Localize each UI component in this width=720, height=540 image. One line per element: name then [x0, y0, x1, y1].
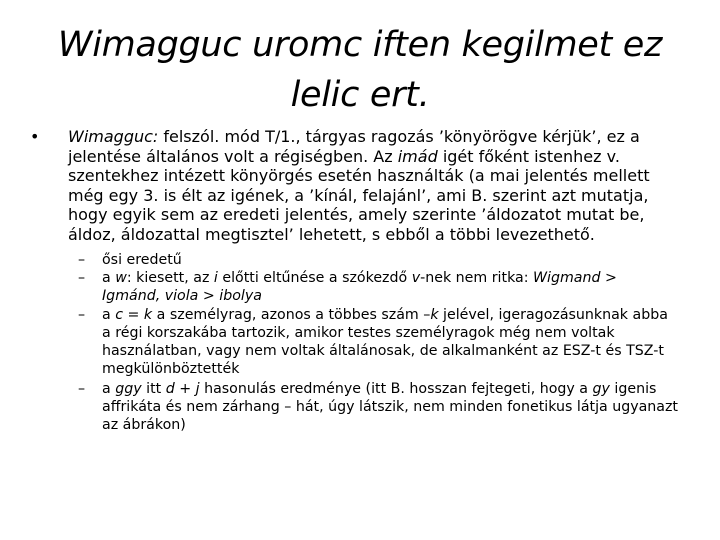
- italic-run: ggy: [115, 381, 142, 397]
- italic-run: d + j: [165, 381, 200, 397]
- dash-icon: –: [78, 270, 86, 286]
- bullet-text-part-2: igét főként istenhez v. szentekhez intézett könyörgés esetén használták (a mai jelentés mellett még egy 3. is élt az igének, a ’kínál, felajánl’, ami B. szerint azt mutatja, hogy egyik sem az eredeti jelentés, amely szerinte ’áldozatot mutat be, áldoz, áldozattal megtisztel’ lehetett, s ebből a többi levezethető.: [68, 146, 650, 244]
- sub-bullet-4: [78, 380, 678, 434]
- text-run: -nek nem ritka:: [420, 270, 534, 286]
- sub-bullet-1: [78, 251, 678, 269]
- bullet-icon: •: [30, 127, 40, 146]
- sub-bullet-2: [78, 269, 678, 305]
- text-run: a személyrag, azonos a többes szám –: [152, 307, 431, 323]
- sub-bullet-3-text: [102, 306, 678, 378]
- main-bullet: [30, 127, 690, 244]
- text-run: előtti eltűnése a szókezdő: [217, 270, 412, 286]
- dash-icon: –: [78, 307, 86, 323]
- italic-run: Wigmand > Igmánd, viola > ibolya: [102, 270, 617, 304]
- main-bullet-text: [68, 127, 690, 244]
- text-run: igenis affrikáta és nem zárhang – hát, úgy látszik, nem minden fonetikus látja ugyanazt az ábrákon): [102, 381, 678, 433]
- dash-icon: –: [78, 252, 86, 268]
- sub-bullet-4-text: [102, 380, 678, 434]
- sub-bullet-2-text: [102, 269, 678, 305]
- text-run: a: [102, 270, 116, 286]
- text-run: : kiesett, az: [126, 270, 214, 286]
- italic-run: gy: [592, 381, 610, 397]
- italic-run: w: [115, 270, 127, 286]
- dash-icon: –: [78, 381, 86, 397]
- italic-run: c = k: [115, 307, 153, 323]
- bullet-intro-italic: Wimagguc:: [68, 127, 159, 146]
- sub-bullet-1-text: ősi eredetű: [102, 252, 182, 268]
- text-run: a: [102, 381, 116, 397]
- bullet-italic-imad: imád: [397, 146, 438, 166]
- slide-title: [40, 20, 680, 120]
- text-run: itt: [141, 381, 166, 397]
- bullet-text-part-1: felszól. mód T/1., tárgyas ragozás ’könyörögve kérjük’, ez a jelentése általános volt a régiségben. Az: [68, 127, 640, 166]
- sub-bullet-3: [78, 306, 678, 378]
- italic-run: k: [430, 307, 439, 323]
- title-line-1: Wimagguc uromc iften kegilmet ez: [57, 25, 663, 65]
- italic-run: i: [213, 270, 218, 286]
- text-run: jelével, igeragozásunknak abba a régi korszakába tartozik, amikor testes személyragok még nem voltak használatban, vagy nem voltak általánosak, de alkalmanként az ESZ-t és TSZ-t megkülönböztették: [102, 307, 668, 377]
- title-line-2: lelic ert.: [290, 75, 430, 115]
- text-run: hasonulás eredménye (itt B. hosszan fejtegeti, hogy a: [199, 381, 593, 397]
- text-run: a: [102, 307, 116, 323]
- italic-run: v: [411, 270, 421, 286]
